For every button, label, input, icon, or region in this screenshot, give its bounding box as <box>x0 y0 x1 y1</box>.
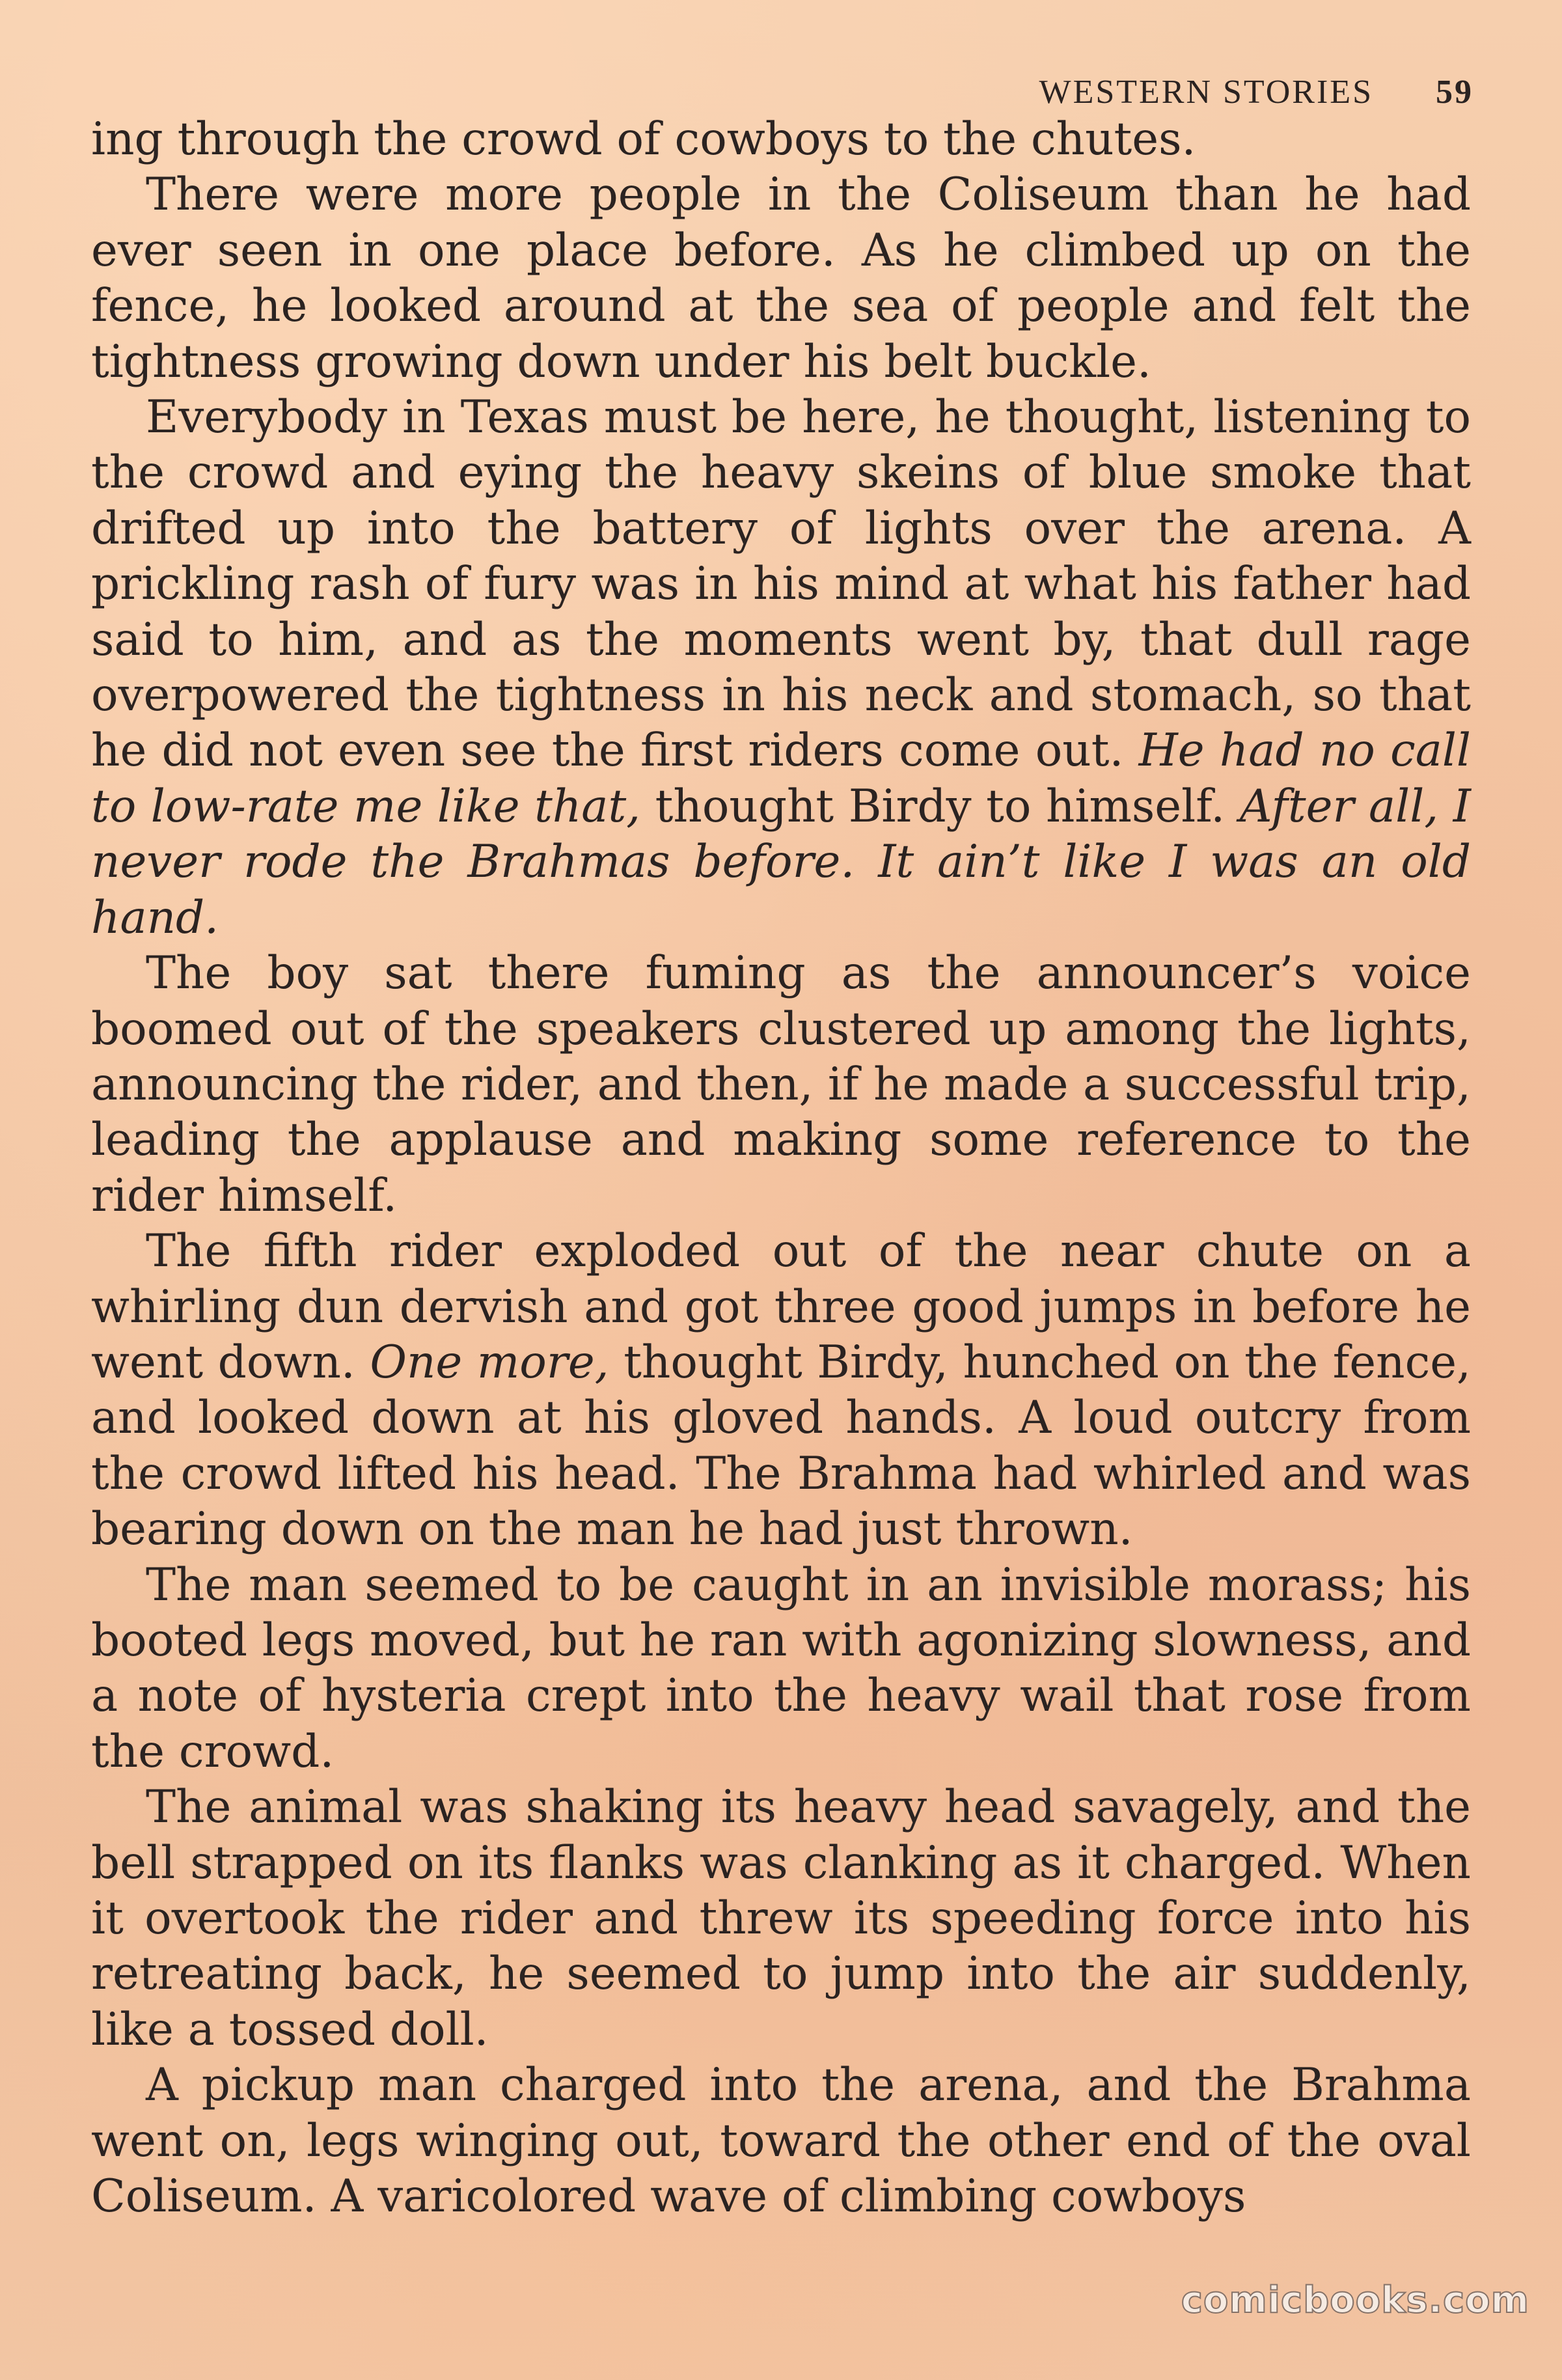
body-text <box>91 112 1471 2224</box>
text-run: ing through the crowd of cowboys to the chutes. <box>91 113 1196 165</box>
paragraph <box>91 112 1471 167</box>
italic-text-run: One more, <box>370 1336 609 1389</box>
text-run: thought Birdy to himself. <box>640 780 1240 833</box>
text-run: thought Birdy, hunched on the fence, and looked down at his gloved hands. A loud outcry from the crowd lifted his head. The Brahma had whirled and was bearing down on the man he had just thrown. <box>91 1336 1471 1556</box>
paragraph <box>91 946 1471 1224</box>
text-run: A pickup man charged into the arena, and the Brahma went on, legs winging out, toward the other end of the oval Coliseum. A varicolored wave of climbing cowboys <box>91 2059 1471 2223</box>
running-head <box>1039 73 1473 111</box>
paragraph <box>91 1558 1471 1780</box>
italic-text-run: He had no call to low-rate me like that, <box>91 725 1471 833</box>
text-run: Everybody in Texas must be here, he thought, listening to the crowd and eying the heavy skeins of blue smoke that drifted up into the battery of lights over the arena. A prickling rash of fury was in his mind at what his father had said to him, and as the moments went by, that dull rage overpowered the tightness in his neck and stomach, so that he did not even see the first riders come out. <box>91 391 1471 777</box>
paragraph <box>91 390 1471 946</box>
text-run: The animal was shaking its heavy head savagely, and the bell strapped on its flanks was clanking as it charged. When it overtook the rider and threw its speeding force into his retreating back, he seemed to jump into the air suddenly, like a tossed doll. <box>91 1781 1471 2056</box>
paragraph <box>91 1224 1471 1557</box>
page-number: 59 <box>1436 74 1473 111</box>
text-run: The boy sat there fuming as the announcer’s voice boomed out of the speakers clustered up among the lights, announcing the rider, and then, if he made a successful trip, leading the applause and making some reference to the rider himself. <box>91 947 1471 1222</box>
italic-text-run: After all, I never rode the Brahmas before. It ain’t like I was an old hand. <box>91 780 1472 944</box>
watermark-logo: comicbooks.com <box>1181 2279 1529 2321</box>
paragraph <box>91 1780 1471 2058</box>
paragraph <box>91 2058 1471 2224</box>
running-head-title: WESTERN STORIES <box>1039 74 1373 111</box>
text-run: The man seemed to be caught in an invisible morass; his booted legs moved, but he ran with agonizing slowness, and a note of hysteria crept into the heavy wail that rose from the crowd. <box>91 1558 1471 1778</box>
text-run: There were more people in the Coliseum than he had ever seen in one place before. As he climbed up on the fence, he looked around at the sea of people and felt the tightness growing down under his belt buckle. <box>91 169 1471 388</box>
paragraph <box>91 167 1471 390</box>
text-run: The fifth rider exploded out of the near chute on a whirling dun dervish and got three good jumps in before he went down. <box>91 1225 1471 1389</box>
